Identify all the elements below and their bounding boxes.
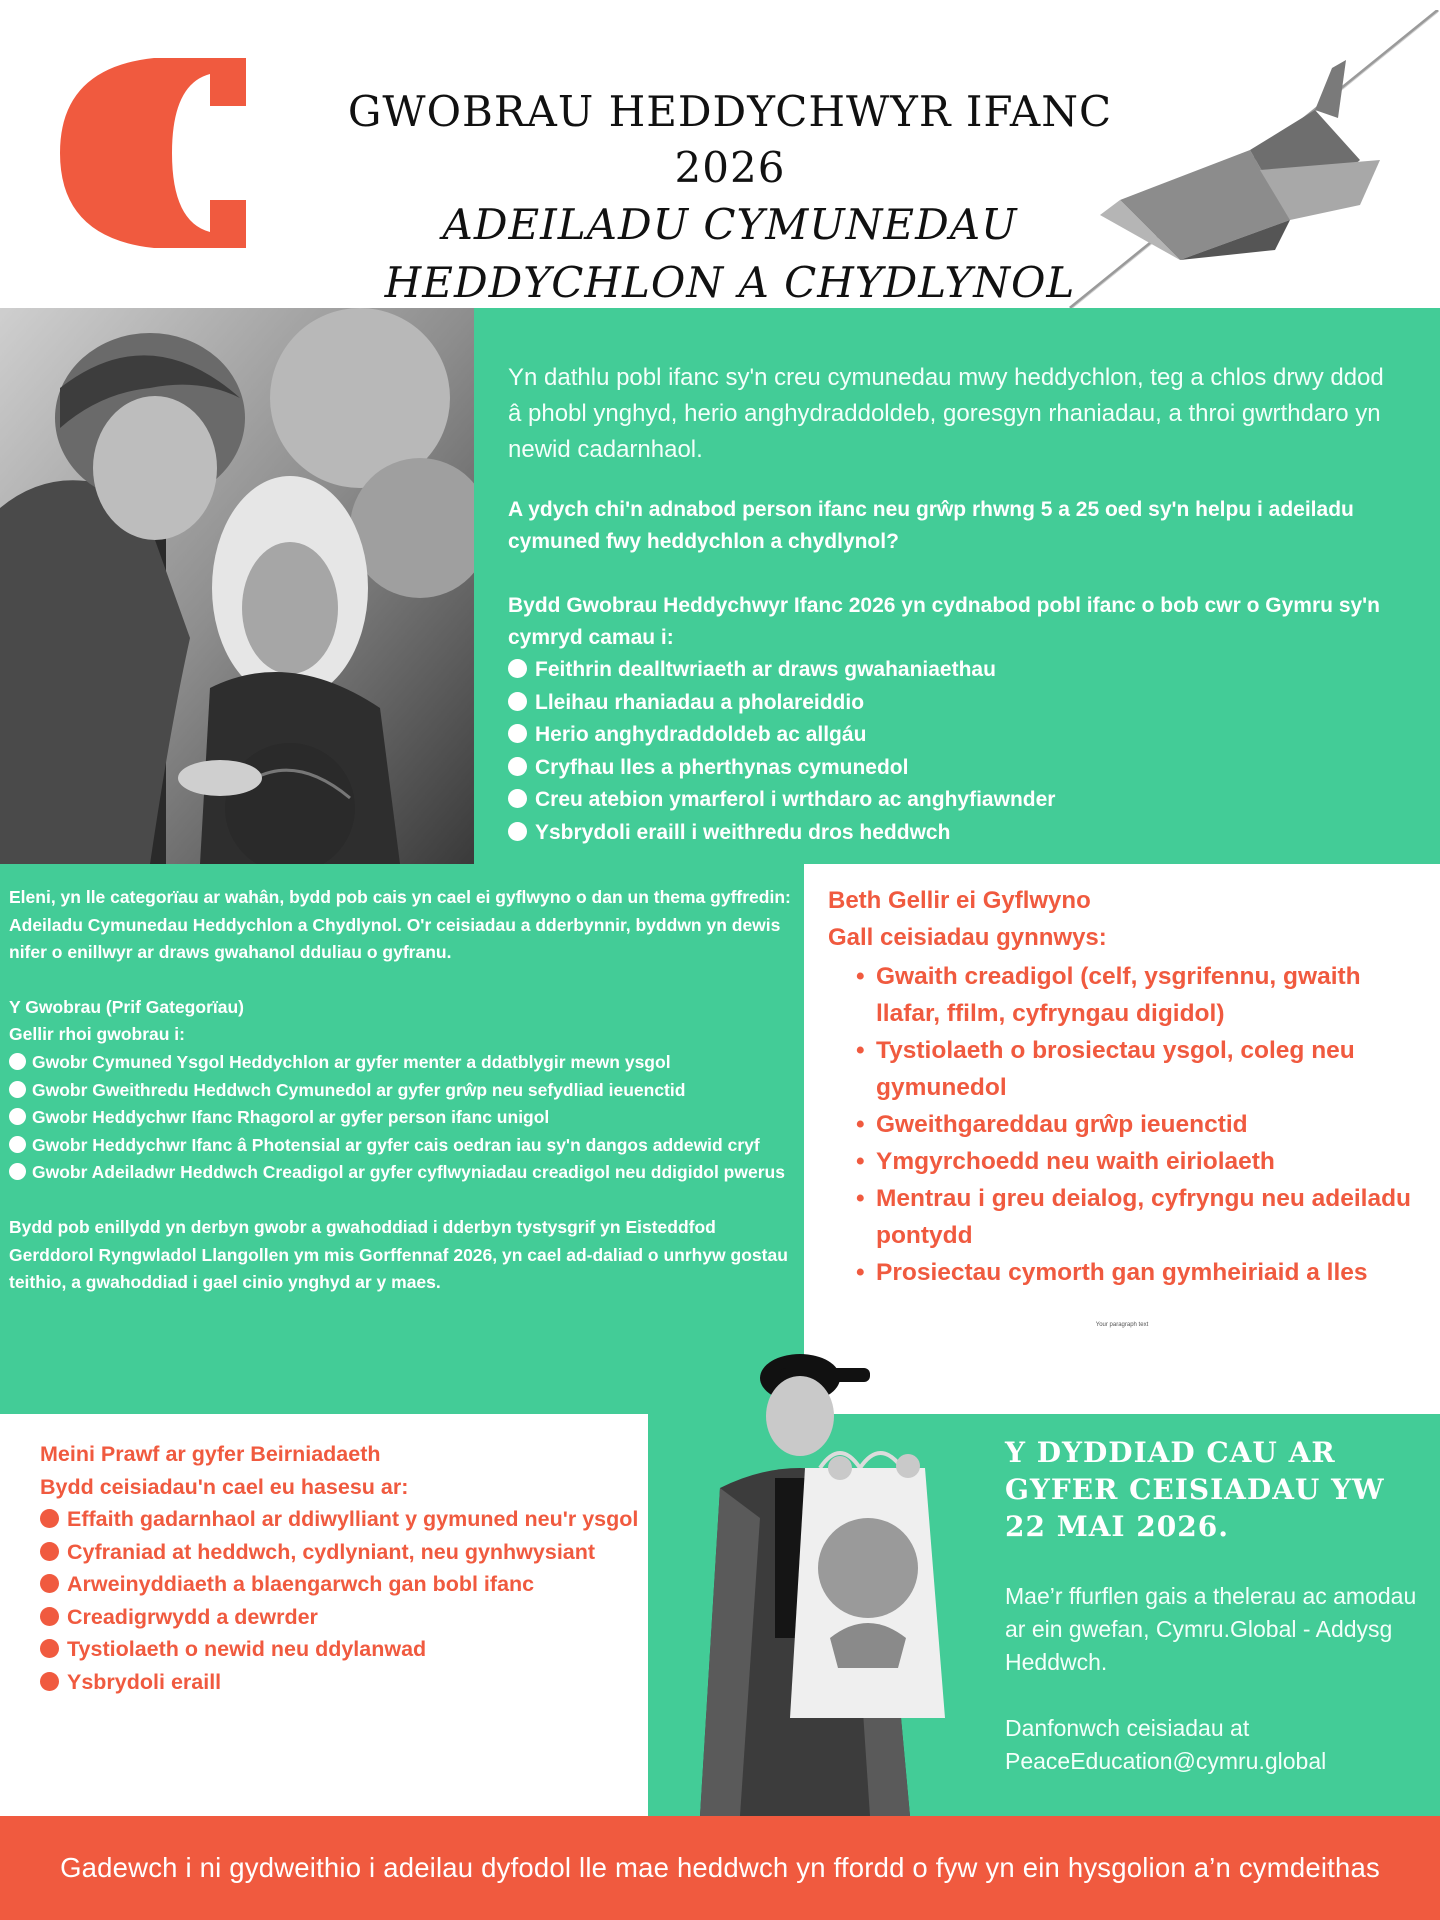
- list-item: Ysbrydoli eraill: [40, 1666, 648, 1699]
- intro-bullet-list: [508, 654, 1396, 849]
- page-title: [330, 84, 1130, 312]
- deadline-info-text: Mae’r ffurflen gais a thelerau ac amodau ar ein gwefan, Cymru.Global - Addysg Heddwch.: [1005, 1583, 1417, 1675]
- list-item: • Ymgyrchoedd neu waith eiriolaeth: [856, 1143, 1440, 1180]
- youth-photo: [0, 308, 474, 864]
- header: [0, 0, 1440, 308]
- criteria-list: [40, 1503, 648, 1698]
- list-item: Feithrin dealltwriaeth ar draws gwahaniaethau: [508, 654, 1396, 687]
- bullet-dot-icon: [40, 1672, 59, 1691]
- list-item: Creadigrwydd a dewrder: [40, 1601, 648, 1634]
- title-line-2: ADEILADU CYMUNEDAU: [442, 200, 1018, 249]
- footer-banner: [0, 1816, 1440, 1920]
- list-item: Cryfhau lles a pherthynas cymunedol: [508, 752, 1396, 785]
- awards-closing: Bydd pob enillydd yn derbyn gwobr a gwahoddiad i dderbyn tystysgrif yn Eisteddfod Gerddorol Ryngwladol Llangollen ym mis Gorffennaf 2026, yn cael ad-daliad o unrhyw gostau teithio, a gwahoddiad i gael cinio ynghyd ar y maes.: [9, 1216, 788, 1293]
- list-item: Ysbrydoli eraill i weithredu dros heddwch: [508, 817, 1396, 850]
- criteria-section: [0, 1414, 648, 1816]
- bullet-dot-icon: [508, 724, 527, 743]
- bullet-dot-icon: [508, 822, 527, 841]
- list-item: Gwobr Cymuned Ysgol Heddychlon ar gyfer menter a ddatblygir mewn ysgol: [9, 1049, 796, 1077]
- bullet-dot-icon: [40, 1574, 59, 1593]
- bullet-dot-icon: [9, 1053, 26, 1070]
- list-item: Gwobr Adeiladwr Heddwch Creadigol ar gyfer cyflwyniadau creadigol neu ddigidol pwerus: [9, 1159, 796, 1187]
- placeholder-text: Your paragraph text: [1095, 1322, 1149, 1328]
- contact-email-link[interactable]: PeaceEducation@cymru.global: [1005, 1748, 1327, 1774]
- bullet-dot-icon: [508, 789, 527, 808]
- deadline-info: [1005, 1580, 1425, 1778]
- theme-paragraph: Eleni, yn lle categorïau ar wahân, bydd pob cais yn cael ei gyflwyno o dan un thema gyffredin: Adeiladu Cymunedau Heddychlon a Chydlynol. O'r ceisiadau a dderbynnir, byddwn yn dewis nifer o enillwyr ar draws gwahanol dduliau o gyfranu.: [9, 887, 791, 963]
- list-item: • Tystiolaeth o brosiectau ysgol, coleg neu gymunedol: [856, 1032, 1440, 1106]
- intro-section: [474, 308, 1440, 864]
- deadline-title-line-2: GYFER CEISIADAU YW: [1005, 1473, 1385, 1506]
- bullet-dot-icon: [40, 1639, 59, 1658]
- list-item: Tystiolaeth o newid neu ddylanwad: [40, 1633, 648, 1666]
- awards-list: [9, 1049, 796, 1187]
- list-item: Creu atebion ymarferol i wrthdaro ac anghyfiawnder: [508, 784, 1396, 817]
- awards-subheading: Gellir rhoi gwobrau i:: [9, 1024, 185, 1045]
- list-item: • Prosiectau cymorth gan gymheiriaid a lles: [856, 1254, 1440, 1291]
- bullet-dot-icon: [9, 1136, 26, 1153]
- intro-question: A ydych chi'n adnabod person ifanc neu grŵp rhwng 5 a 25 oed sy'n helpu i adeiladu cymuned fwy heddychlon a chydlynol?: [508, 498, 1354, 553]
- list-item: Gwobr Gweithredu Heddwch Cymunedol ar gyfer grŵp neu sefydliad ieuenctid: [9, 1077, 796, 1105]
- list-item: Gwobr Heddychwr Ifanc Rhagorol ar gyfer person ifanc unigol: [9, 1104, 796, 1132]
- bullet-dot-icon: [508, 692, 527, 711]
- awards-heading: Y Gwobrau (Prif Gategorïau): [9, 996, 244, 1017]
- bullet-dot-icon: [40, 1607, 59, 1626]
- deadline-title-line-1: Y DYDDIAD CAU AR: [1005, 1436, 1336, 1469]
- bullet-dot-icon: [40, 1542, 59, 1561]
- list-item: • Gweithgareddau grŵp ieuenctid: [856, 1106, 1440, 1143]
- c-logo-icon: [60, 58, 250, 248]
- deadline-title: [1005, 1434, 1425, 1545]
- bullet-dot-icon: [9, 1163, 26, 1180]
- list-item: • Mentrau i greu deialog, cyfryngu neu adeiladu pontydd: [856, 1180, 1440, 1254]
- list-item: Gwobr Heddychwr Ifanc â Photensial ar gyfer cais oedran iau sy'n dangos addewid cryf: [9, 1132, 796, 1160]
- list-item: Lleihau rhaniadau a pholareiddio: [508, 687, 1396, 720]
- bullet-dot-icon: [40, 1509, 59, 1528]
- bullet-dot-icon: [9, 1108, 26, 1125]
- title-line-1: GWOBRAU HEDDYCHWYR IFANC 2026: [347, 87, 1113, 192]
- send-label: Danfonwch ceisiadau at: [1005, 1715, 1250, 1741]
- criteria-subheading: Bydd ceisiadau'n cael eu hasesu ar:: [40, 1474, 409, 1499]
- submissions-subheading: Gall ceisiadau gynnwys:: [828, 924, 1107, 951]
- list-item: • Gwaith creadigol (celf, ysgrifennu, gwaith llafar, ffilm, cyfryngau digidol): [856, 958, 1440, 1032]
- origami-crane-icon: [1060, 10, 1440, 310]
- criteria-heading: Meini Prawf ar gyfer Beirniadaeth: [40, 1442, 381, 1466]
- title-line-3: HEDDYCHLON A CHYDLYNOL: [384, 258, 1076, 307]
- list-item: Effaith gadarnhaol ar ddiwylliant y gymuned neu'r ysgol: [40, 1503, 648, 1536]
- deadline-title-line-3: 22 MAI 2026.: [1005, 1510, 1229, 1543]
- person-with-bag-photo: [680, 1318, 980, 1816]
- bullet-dot-icon: [9, 1081, 26, 1098]
- bullet-dot-icon: [508, 757, 527, 776]
- list-item: Cyfraniad at heddwch, cydlyniant, neu gynhwysiant: [40, 1536, 648, 1569]
- bullet-dot-icon: [508, 659, 527, 678]
- list-item: Arweinyddiaeth a blaengarwch gan bobl ifanc: [40, 1568, 648, 1601]
- submissions-heading: Beth Gellir ei Gyflwyno: [828, 887, 1091, 914]
- intro-paragraph: Yn dathlu pobl ifanc sy'n creu cymunedau mwy heddychlon, teg a chlos drwy ddod â phobl ynghyd, herio anghydraddoldeb, goresgyn rhaniadau, a throi gwrthdaro yn newid cadarnhaol.: [508, 364, 1384, 463]
- footer-text: Gadewch i ni gydweithio i adeilau dyfodol lle mae heddwch yn ffordd o fyw yn ein hysgolion a’n cymdeithas: [60, 1852, 1380, 1883]
- list-item: Herio anghydraddoldeb ac allgáu: [508, 719, 1396, 752]
- intro-lead: Bydd Gwobrau Heddychwyr Ifanc 2026 yn cydnabod pobl ifanc o bob cwr o Gymru sy'n cymryd camau i:: [508, 594, 1380, 649]
- submissions-list: [828, 958, 1440, 1291]
